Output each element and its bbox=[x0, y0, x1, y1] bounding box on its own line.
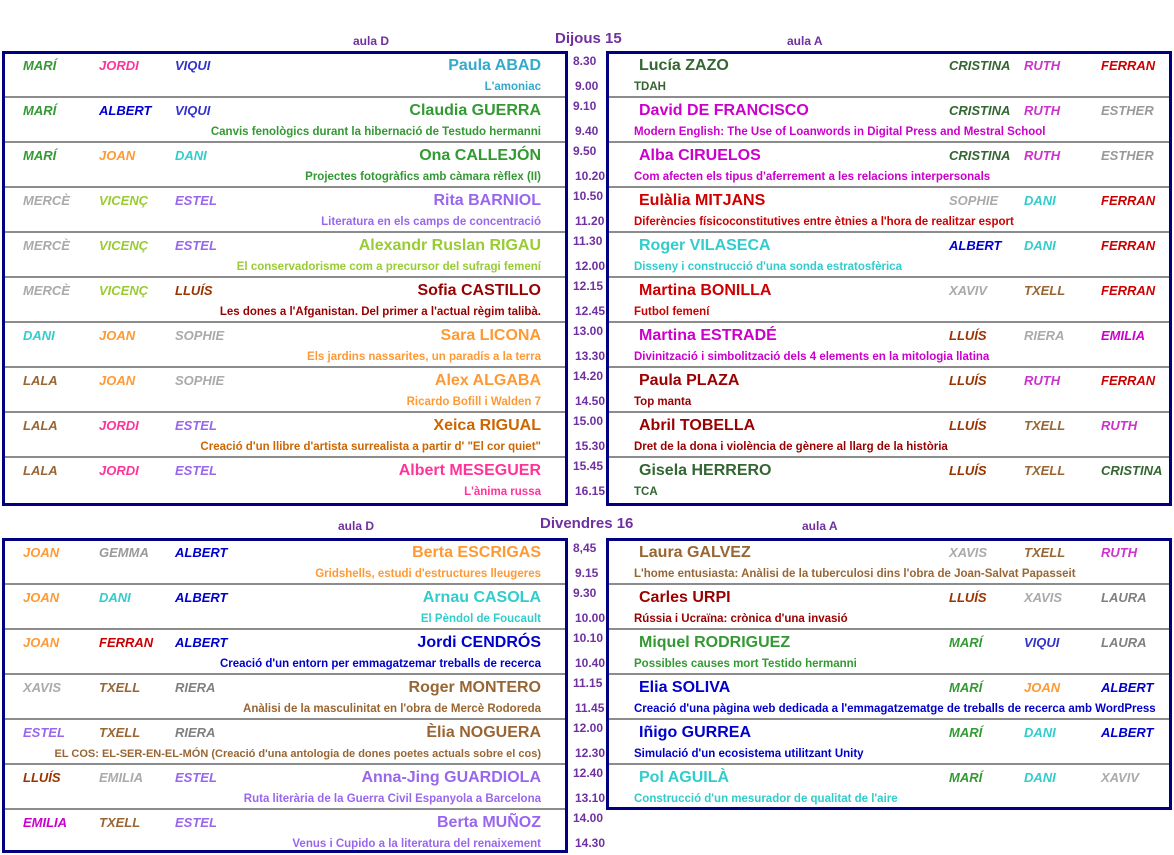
row-divider bbox=[5, 96, 565, 98]
tutor-name: JOAN bbox=[23, 545, 60, 560]
student-name: Elia SOLIVA bbox=[639, 679, 731, 696]
project-title: Dret de la dona i violència de gènere al llarg de la història bbox=[634, 441, 948, 453]
presentation-row bbox=[609, 276, 1169, 321]
slot-start-time: 14.00 bbox=[573, 811, 604, 825]
project-title: EL COS: EL-SER-EN-EL-MÓN (Creació d'una antologia de dones poetes actuals sobre el cos) bbox=[54, 748, 541, 760]
project-title: Com afecten els tipus d'aferrement a les relacions interpersonals bbox=[634, 171, 991, 183]
project-title: Venus i Cupido a la literatura del renaixement bbox=[292, 838, 541, 850]
tutor-name: MARÍ bbox=[23, 103, 57, 118]
presentation-row bbox=[5, 51, 565, 96]
row-divider bbox=[5, 186, 565, 188]
tutor-name: SOPHIE bbox=[175, 328, 225, 343]
slot-end-time: 16.15 bbox=[575, 484, 606, 498]
student-name: Arnau CASOLA bbox=[422, 589, 541, 606]
student-name: Xeica RIGUAL bbox=[433, 417, 541, 434]
tutor-name: RUTH bbox=[1101, 545, 1138, 560]
slot-start-time: 10.10 bbox=[573, 631, 604, 645]
tutor-name: CRISTINA bbox=[949, 58, 1011, 73]
project-title: Creació d'un entorn per emmagatzemar treballs de recerca bbox=[219, 658, 541, 670]
room-d-box bbox=[2, 51, 568, 506]
tutor-name: MARÍ bbox=[949, 725, 983, 740]
project-title: Rússia i Ucraïna: crònica d'una invasió bbox=[634, 613, 848, 625]
tutor-name: CRISTINA bbox=[949, 103, 1011, 118]
presentation-row bbox=[609, 718, 1169, 763]
presentation-row bbox=[5, 456, 565, 501]
presentation-row bbox=[5, 411, 565, 456]
slot-start-time: 8.30 bbox=[573, 54, 597, 68]
tutor-name: LAURA bbox=[1101, 635, 1147, 650]
tutor-name: RUTH bbox=[1101, 418, 1138, 433]
tutor-name: LLUÍS bbox=[949, 418, 987, 433]
tutor-name: RIERA bbox=[1024, 328, 1065, 343]
day-title: Divendres 16 bbox=[540, 515, 634, 532]
slot-start-time: 12.40 bbox=[573, 766, 604, 780]
presentation-row bbox=[609, 538, 1169, 583]
tutor-name: TXELL bbox=[99, 815, 141, 830]
tutor-name: ALBERT bbox=[949, 238, 1002, 253]
presentation-row bbox=[609, 231, 1169, 276]
student-name: Jordi CENDRÓS bbox=[417, 634, 541, 651]
tutor-name: VIQUI bbox=[175, 58, 211, 73]
tutor-name: ESTEL bbox=[175, 418, 217, 433]
project-title: Les dones a l'Afganistan. Del primer a l'actual règim talibà. bbox=[219, 306, 541, 318]
slot-start-time: 15.45 bbox=[573, 459, 604, 473]
project-title: TCA bbox=[634, 486, 658, 498]
tutor-name: SOPHIE bbox=[175, 373, 225, 388]
presentation-row bbox=[5, 718, 565, 763]
student-name: Pol AGUILÀ bbox=[639, 769, 730, 786]
tutor-name: CRISTINA bbox=[1101, 463, 1163, 478]
day-title: Dijous 15 bbox=[555, 30, 622, 47]
row-divider bbox=[609, 231, 1169, 233]
room-a-box bbox=[606, 51, 1172, 506]
tutor-name: LLUÍS bbox=[949, 373, 987, 388]
slot-end-time: 15.30 bbox=[575, 439, 606, 453]
tutor-name: FERRAN bbox=[1101, 283, 1156, 298]
tutor-name: DANI bbox=[1024, 725, 1056, 740]
tutor-name: RUTH bbox=[1024, 58, 1061, 73]
row-divider bbox=[5, 456, 565, 458]
project-title: Diferències físicoconstitutives entre ètnies a l'hora de realitzar esport bbox=[634, 216, 1014, 228]
tutor-name: RUTH bbox=[1024, 373, 1061, 388]
project-title: Disseny i construcció d'una sonda estratosfèrica bbox=[634, 261, 902, 273]
row-divider bbox=[609, 411, 1169, 413]
tutor-name: FERRAN bbox=[1101, 373, 1156, 388]
row-divider bbox=[5, 673, 565, 675]
tutor-name: LALA bbox=[23, 373, 58, 388]
student-name: Sara LICONA bbox=[440, 327, 541, 344]
tutor-name: JOAN bbox=[99, 328, 136, 343]
tutor-name: DANI bbox=[1024, 238, 1056, 253]
project-title: El Pèndol de Foucault bbox=[420, 613, 541, 625]
presentation-row bbox=[609, 583, 1169, 628]
project-title: Possibles causes mort Testido hermanni bbox=[634, 658, 857, 670]
tutor-name: ALBERT bbox=[1101, 680, 1154, 695]
slot-end-time: 10.00 bbox=[575, 611, 606, 625]
tutor-name: VIQUI bbox=[1024, 635, 1060, 650]
tutor-name: ESTEL bbox=[23, 725, 65, 740]
tutor-name: FERRAN bbox=[99, 635, 154, 650]
presentation-row bbox=[5, 96, 565, 141]
tutor-name: TXELL bbox=[99, 680, 141, 695]
tutor-name: LAURA bbox=[1101, 590, 1147, 605]
slot-start-time: 9.10 bbox=[573, 99, 597, 113]
student-name: Eulàlia MITJANS bbox=[639, 192, 766, 209]
row-divider bbox=[609, 583, 1169, 585]
tutor-name: EMILIA bbox=[1101, 328, 1146, 343]
student-name: David DE FRANCISCO bbox=[639, 102, 809, 119]
tutor-name: LLUÍS bbox=[23, 770, 61, 785]
tutor-name: TXELL bbox=[1024, 463, 1066, 478]
slot-start-time: 11.30 bbox=[573, 234, 603, 248]
tutor-name: JOAN bbox=[23, 635, 60, 650]
student-name: Martina BONILLA bbox=[639, 282, 772, 299]
row-divider bbox=[5, 763, 565, 765]
tutor-name: TXELL bbox=[99, 725, 141, 740]
presentation-row bbox=[609, 411, 1169, 456]
row-divider bbox=[5, 808, 565, 810]
slot-start-time: 10.50 bbox=[573, 189, 604, 203]
student-name: Roger VILASECA bbox=[639, 237, 771, 254]
student-name: Berta MUÑOZ bbox=[436, 814, 541, 831]
tutor-name: GEMMA bbox=[99, 545, 149, 560]
tutor-name: LLUÍS bbox=[949, 590, 987, 605]
student-name: Paula ABAD bbox=[448, 57, 541, 74]
slot-start-time: 15.00 bbox=[573, 414, 604, 428]
project-title: El conservadorisme com a precursor del sufragi femení bbox=[236, 261, 541, 273]
tutor-name: MERCÈ bbox=[23, 283, 70, 298]
tutor-name: DANI bbox=[99, 590, 131, 605]
slot-end-time: 9.40 bbox=[575, 124, 599, 138]
row-divider bbox=[609, 321, 1169, 323]
tutor-name: LALA bbox=[23, 463, 58, 478]
slot-end-time: 13.10 bbox=[575, 791, 606, 805]
tutor-name: ESTEL bbox=[175, 463, 217, 478]
tutor-name: VICENÇ bbox=[99, 193, 149, 208]
student-name: Paula PLAZA bbox=[639, 372, 740, 389]
tutor-name: VICENÇ bbox=[99, 283, 149, 298]
room-label-right: aula A bbox=[802, 519, 838, 533]
presentation-row bbox=[609, 186, 1169, 231]
tutor-name: JORDI bbox=[99, 463, 139, 478]
row-divider bbox=[609, 456, 1169, 458]
tutor-name: ESTHER bbox=[1101, 103, 1154, 118]
row-divider bbox=[609, 718, 1169, 720]
student-name: Èlia NOGUERA bbox=[426, 724, 541, 741]
presentation-row bbox=[609, 141, 1169, 186]
project-title: Simulació d'un ecosistema utilitzant Unity bbox=[634, 748, 864, 760]
tutor-name: SOPHIE bbox=[949, 193, 999, 208]
tutor-name: MARÍ bbox=[23, 148, 57, 163]
tutor-name: JORDI bbox=[99, 418, 139, 433]
student-name: Miquel RODRIGUEZ bbox=[639, 634, 791, 651]
tutor-name: XAVIS bbox=[949, 545, 988, 560]
presentation-row bbox=[5, 808, 565, 853]
project-title: Literatura en els camps de concentració bbox=[321, 216, 541, 228]
project-title: Ricardo Bofill i Walden 7 bbox=[406, 396, 541, 408]
tutor-name: DANI bbox=[1024, 770, 1056, 785]
slot-start-time: 14.20 bbox=[573, 369, 604, 383]
row-divider bbox=[5, 628, 565, 630]
slot-end-time: 10.40 bbox=[575, 656, 606, 670]
student-name: Lucía ZAZO bbox=[639, 57, 729, 74]
room-d-box bbox=[2, 538, 568, 853]
presentation-row bbox=[5, 276, 565, 321]
tutor-name: ALBERT bbox=[99, 103, 152, 118]
student-name: Roger MONTERO bbox=[408, 679, 541, 696]
room-label-left: aula D bbox=[353, 34, 390, 48]
tutor-name: EMILIA bbox=[23, 815, 68, 830]
tutor-name: CRISTINA bbox=[949, 148, 1011, 163]
slot-start-time: 11.15 bbox=[573, 676, 603, 690]
tutor-name: TXELL bbox=[1024, 283, 1066, 298]
student-name: Gisela HERRERO bbox=[639, 462, 772, 479]
student-name: Rita BARNIOL bbox=[433, 192, 541, 209]
row-divider bbox=[5, 718, 565, 720]
presentation-row bbox=[5, 538, 565, 583]
tutor-name: FERRAN bbox=[1101, 193, 1156, 208]
tutor-name: XAVIV bbox=[949, 283, 988, 298]
tutor-name: ALBERT bbox=[1101, 725, 1154, 740]
tutor-name: XAVIS bbox=[1024, 590, 1063, 605]
tutor-name: ESTEL bbox=[175, 238, 217, 253]
tutor-name: RUTH bbox=[1024, 148, 1061, 163]
tutor-name: XAVIS bbox=[23, 680, 62, 695]
tutor-name: JOAN bbox=[99, 148, 136, 163]
project-title: Gridshells, estudi d'estructures lleugeres bbox=[315, 568, 541, 580]
tutor-name: LLUÍS bbox=[175, 283, 213, 298]
tutor-name: TXELL bbox=[1024, 545, 1066, 560]
presentation-row bbox=[609, 628, 1169, 673]
presentation-row bbox=[5, 186, 565, 231]
presentation-row bbox=[5, 628, 565, 673]
presentation-row bbox=[5, 231, 565, 276]
row-divider bbox=[5, 321, 565, 323]
tutor-name: FERRAN bbox=[1101, 58, 1156, 73]
tutor-name: RIERA bbox=[175, 680, 216, 695]
project-title: L'ànima russa bbox=[464, 486, 541, 498]
slot-start-time: 12.15 bbox=[573, 279, 604, 293]
slot-end-time: 9.15 bbox=[575, 566, 599, 580]
tutor-name: LLUÍS bbox=[949, 463, 987, 478]
row-divider bbox=[609, 673, 1169, 675]
project-title: TDAH bbox=[634, 81, 666, 93]
tutor-name: JORDI bbox=[99, 58, 139, 73]
room-label-right: aula A bbox=[787, 34, 823, 48]
project-title: Ruta literària de la Guerra Civil Espanyola a Barcelona bbox=[243, 793, 541, 805]
tutor-name: LLUÍS bbox=[949, 328, 987, 343]
tutor-name: MARÍ bbox=[949, 635, 983, 650]
row-divider bbox=[609, 96, 1169, 98]
project-title: L'amoniac bbox=[484, 81, 541, 93]
slot-start-time: 9.30 bbox=[573, 586, 597, 600]
presentation-row bbox=[609, 51, 1169, 96]
tutor-name: RIERA bbox=[175, 725, 216, 740]
tutor-name: ESTHER bbox=[1101, 148, 1154, 163]
presentation-row bbox=[5, 321, 565, 366]
slot-end-time: 13.30 bbox=[575, 349, 606, 363]
presentation-row bbox=[609, 456, 1169, 501]
student-name: Ona CALLEJÓN bbox=[419, 147, 541, 164]
slot-end-time: 11.20 bbox=[575, 214, 605, 228]
tutor-name: MARÍ bbox=[23, 58, 57, 73]
tutor-name: MERCÈ bbox=[23, 238, 70, 253]
project-title: Creació d'una pàgina web dedicada a l'emmagatzematge de treballs de recerca amb WordPress bbox=[634, 703, 1156, 715]
tutor-name: ESTEL bbox=[175, 770, 217, 785]
tutor-name: LALA bbox=[23, 418, 58, 433]
slot-end-time: 12.00 bbox=[575, 259, 606, 273]
tutor-name: XAVIV bbox=[1101, 770, 1140, 785]
tutor-name: ALBERT bbox=[175, 590, 228, 605]
tutor-name: RUTH bbox=[1024, 103, 1061, 118]
student-name: Alexandr Ruslan RIGAU bbox=[358, 237, 541, 254]
tutor-name: ESTEL bbox=[175, 815, 217, 830]
project-title: Modern English: The Use of Loanwords in Digital Press and Mestral School bbox=[634, 126, 1046, 138]
student-name: Berta ESCRIGAS bbox=[412, 544, 541, 561]
student-name: Claudia GUERRA bbox=[409, 102, 541, 119]
row-divider bbox=[609, 141, 1169, 143]
row-divider bbox=[5, 583, 565, 585]
tutor-name: MARÍ bbox=[949, 770, 983, 785]
presentation-row bbox=[5, 583, 565, 628]
tutor-name: MERCÈ bbox=[23, 193, 70, 208]
student-name: Carles URPI bbox=[639, 589, 731, 606]
slot-end-time: 12.30 bbox=[575, 746, 606, 760]
project-title: Top manta bbox=[634, 396, 692, 408]
project-title: Projectes fotogràfics amb càmara rèflex (II) bbox=[305, 171, 541, 183]
slot-end-time: 10.20 bbox=[575, 169, 606, 183]
project-title: Anàlisi de la masculinitat en l'obra de Mercè Rodoreda bbox=[243, 703, 541, 715]
tutor-name: JOAN bbox=[23, 590, 60, 605]
row-divider bbox=[5, 276, 565, 278]
tutor-name: ALBERT bbox=[175, 635, 228, 650]
slot-end-time: 14.30 bbox=[575, 836, 606, 850]
project-title: Futbol femení bbox=[634, 306, 710, 318]
project-title: Canvis fenològics durant la hibernació de Testudo hermanni bbox=[210, 126, 541, 138]
student-name: Alex ALGABA bbox=[434, 372, 541, 389]
slot-end-time: 9.00 bbox=[575, 79, 599, 93]
student-name: Laura GALVEZ bbox=[639, 544, 751, 561]
student-name: Alba CIRUELOS bbox=[639, 147, 761, 164]
slot-end-time: 11.45 bbox=[575, 701, 605, 715]
row-divider bbox=[5, 141, 565, 143]
slot-start-time: 12.00 bbox=[573, 721, 604, 735]
row-divider bbox=[5, 231, 565, 233]
row-divider bbox=[609, 186, 1169, 188]
tutor-name: TXELL bbox=[1024, 418, 1066, 433]
tutor-name: FERRAN bbox=[1101, 238, 1156, 253]
presentation-row bbox=[609, 673, 1169, 718]
tutor-name: ALBERT bbox=[175, 545, 228, 560]
presentation-row bbox=[5, 763, 565, 808]
tutor-name: JOAN bbox=[1024, 680, 1061, 695]
student-name: Martina ESTRADÉ bbox=[639, 327, 777, 344]
student-name: Sofia CASTILLO bbox=[417, 282, 541, 299]
project-title: L'home entusiasta: Anàlisi de la tuberculosi dins l'obra de Joan-Salvat Papasseit bbox=[634, 568, 1076, 580]
project-title: Construcció d'un mesurador de qualitat de l'aire bbox=[634, 793, 898, 805]
presentation-row bbox=[5, 673, 565, 718]
student-name: Anna-Jing GUARDIOLA bbox=[361, 769, 541, 786]
tutor-name: DANI bbox=[1024, 193, 1056, 208]
presentation-row bbox=[5, 366, 565, 411]
tutor-name: JOAN bbox=[99, 373, 136, 388]
tutor-name: MARÍ bbox=[949, 680, 983, 695]
project-title: Els jardins nassarites, un paradís a la terra bbox=[307, 351, 541, 363]
presentation-row bbox=[609, 366, 1169, 411]
presentation-row bbox=[5, 141, 565, 186]
project-title: Divinització i simbolització dels 4 elements en la mitologia llatina bbox=[634, 351, 990, 363]
row-divider bbox=[609, 763, 1169, 765]
presentation-row bbox=[609, 321, 1169, 366]
presentation-row bbox=[609, 763, 1169, 808]
room-label-left: aula D bbox=[338, 519, 375, 533]
slot-start-time: 9.50 bbox=[573, 144, 597, 158]
presentation-row bbox=[609, 96, 1169, 141]
slot-start-time: 8,45 bbox=[573, 541, 597, 555]
row-divider bbox=[609, 276, 1169, 278]
tutor-name: ESTEL bbox=[175, 193, 217, 208]
row-divider bbox=[609, 628, 1169, 630]
tutor-name: EMILIA bbox=[99, 770, 144, 785]
tutor-name: VICENÇ bbox=[99, 238, 149, 253]
slot-end-time: 14.50 bbox=[575, 394, 606, 408]
row-divider bbox=[609, 366, 1169, 368]
student-name: Iñigo GURREA bbox=[639, 724, 751, 741]
student-name: Abril TOBELLA bbox=[639, 417, 756, 434]
tutor-name: VIQUI bbox=[175, 103, 211, 118]
row-divider bbox=[5, 366, 565, 368]
slot-end-time: 12.45 bbox=[575, 304, 606, 318]
tutor-name: DANI bbox=[23, 328, 55, 343]
room-a-box bbox=[606, 538, 1172, 810]
project-title: Creació d'un llibre d'artista surrealista a partir d' "El cor quiet" bbox=[200, 441, 541, 453]
slot-start-time: 13.00 bbox=[573, 324, 604, 338]
tutor-name: DANI bbox=[175, 148, 207, 163]
row-divider bbox=[5, 411, 565, 413]
student-name: Albert MESEGUER bbox=[398, 462, 541, 479]
